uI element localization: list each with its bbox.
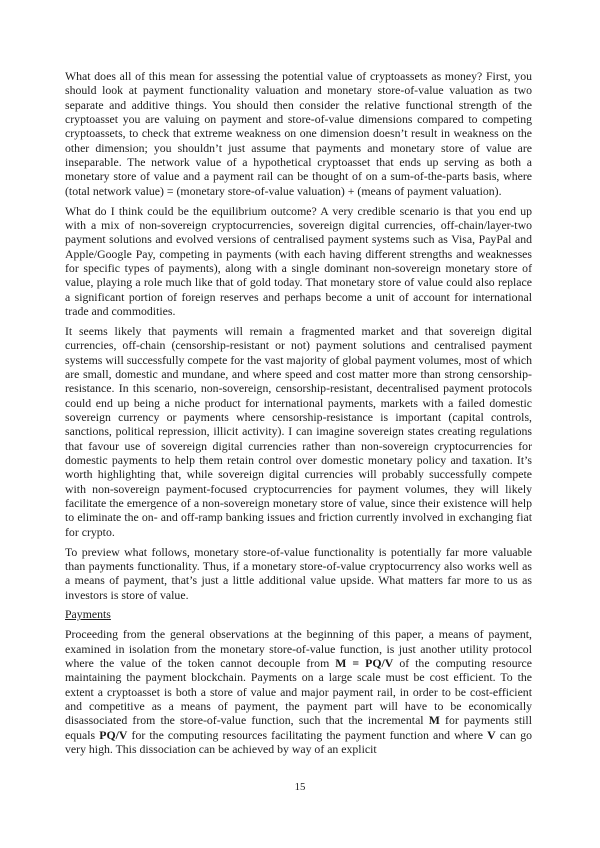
paragraph5-segment: can go very high. This dissociation can be achieved by way of an explicit: [65, 727, 532, 756]
formula-m-pqv: M = PQ/V: [335, 655, 394, 670]
document-text-block: [65, 69, 532, 762]
paragraph5-segment: for the computing resources facilitating the payment function and where: [127, 727, 488, 742]
page-number: 15: [294, 781, 306, 793]
body-paragraph-2: What do I think could be the equilibrium outcome? A very credible scenario is that you end up with a mix of non-sovereign cryptocurrencies, sovereign digital currencies, off-chain/layer-two payment solutions and evolved versions of centralised payment systems such as Visa, PayPal and Apple/Google Pay, competing in payments (with each having different strengths and weaknesses for specific types of payments), along with a single dominant non-sovereign monetary store of value, playing a role much like that of gold today. That monetary store of value could also replace a significant portion of foreign reserves and perhaps become a unit of account for international trade and commodities.: [65, 203, 532, 318]
body-paragraph-5: [65, 627, 532, 756]
paragraph5-segment: of the computing resource maintaining the payment blockchain. Payments on a large scale must be cost efficient. To the extent a cryptoasset is both a store of value and major payment rail, in order to be cost-efficient and competitive as a means of payment, the payment part will have to be economically disassociated from the store-of-value function, such that the incremental: [65, 655, 532, 728]
body-paragraph-3: It seems likely that payments will remain a fragmented market and that sovereign digital currencies, off-chain (censorship-resistant or not) payment solutions and centralised payment systems will successfully compete for the vast majority of global payment volumes, most of which are small, domestic and mundane, and where speed and cost matter more than strong censorship-resistance. In this scenario, non-sovereign, censorship-resistant, decentralised payment protocols could end up being a niche product for international payments, markets with a failed domestic sovereign currency or payments where censorship-resistance is important (capital controls, sanctions, political repression, illicit activity). I can imagine sovereign states creating regulations that favour use of sovereign digital currencies rather than non-sovereign cryptocurrencies for domestic payments to help them retain control over domestic monetary policy and taxation. It’s worth highlighting that, while sovereign digital currencies will probably successfully compete with non-sovereign payment-focused cryptocurrencies for payment volumes, they will likely facilitate the emergence of a non-sovereign monetary store of value, since their existence will help to eliminate the on- and off-ramp banking issues and friction currently involved in exchanging fiat for crypto.: [65, 323, 532, 539]
body-paragraph-1: What does all of this mean for assessing the potential value of cryptoassets as money? First, you should look at payment functionality valuation and monetary store-of-value valuation as two separate and additive things. You should then consider the relative functional strength of the cryptoasset you are valuing on payment and store-of-value dimensions compared to competing cryptoassets, to check that extreme weakness on one dimension doesn’t result in weakness on the other dimension; you shouldn’t just assume that payments and monetary store of value are inseparable. The network value of a hypothetical cryptoasset that ends up serving as both a monetary store of value and a payment rail can be thought of on a sum-of-the-parts basis, where (total network value) = (monetary store-of-value valuation) + (means of payment valuation).: [65, 69, 532, 198]
variable-v: V: [487, 727, 496, 742]
variable-m: M: [428, 713, 440, 728]
paragraph5-segment: for payments still equals: [65, 713, 532, 742]
paragraph5-segment: Proceeding from the general observations at the beginning of this paper, a means of payment, examined in isolation from the monetary store-of-value function, is just another utility protocol where the value of the token cannot decouple from: [65, 627, 532, 670]
section-heading-payments: Payments: [65, 607, 111, 622]
variable-pqv: PQ/V: [99, 727, 128, 742]
body-paragraph-4: To preview what follows, monetary store-of-value functionality is potentially far more valuable than payments functionality. Thus, if a monetary store-of-value cryptocurrency also works well as a means of payment, that’s just a little additional value upside. What matters far more to us as investors is store of value.: [65, 544, 532, 602]
